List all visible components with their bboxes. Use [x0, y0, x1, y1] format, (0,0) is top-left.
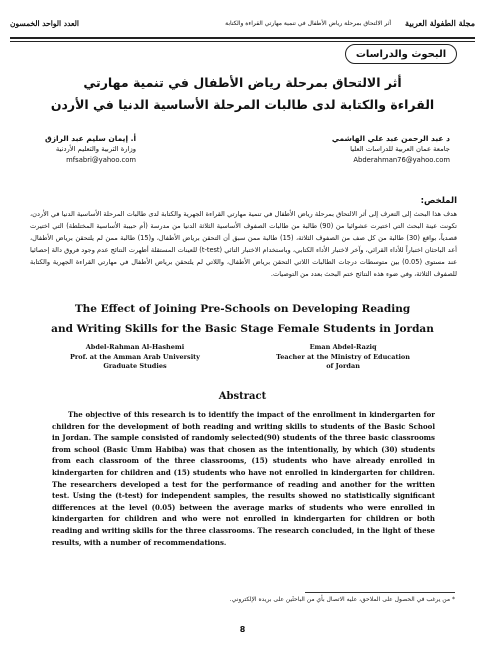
author-ar-2-email[interactable]: mfsabri@yahoo.com	[66, 156, 137, 164]
english-authors	[70, 343, 410, 372]
footnote: * من يرغب في الحصول على الملاحق، عليه الاتصال بأي من الباحثَين على بريده الإلكتروني.	[229, 596, 455, 603]
english-title-line-2: and Writing Skills for the Basic Stage Female Students in Jordan	[51, 323, 434, 335]
english-abstract-text: The objective of this research is to identify the impact of the enrollment in kindergarten for children for the development of both reading and writing skills to students of the Basic School in Jordan. The sample consisted of randomly selected(90) students of the three basic classrooms from school (Basic Umm Habiba) was that chosen as the intentionally, by which (30) students from each classroom of the three classrooms, (15) students who have already enrolled in kindergarten for children and (15) students who have not enrolled in kindergarten for children. The researchers developed a test for the performance of reading and another for the written test. Using the (t-test) for independent samples, the results showed no statistically significant differences at the level (0.05) between the average marks of students who were enrolled in kindergarten for children and who were not enrolled in kindergarten for children or both reading and writing skills for the three classrooms. The research concluded, in the light of these results, with a number of recommendations.	[52, 410, 435, 547]
author-en-2	[276, 343, 410, 372]
author-en-2-unit: of Jordan	[326, 362, 360, 370]
english-abstract-heading: Abstract	[218, 391, 267, 402]
arabic-title-line-2: القراءة والكتابة لدى طالبات المرحلة الأساسية الدنيا في الأردن	[50, 97, 435, 112]
arabic-title	[30, 72, 455, 116]
footnote-rule	[305, 592, 455, 593]
author-en-1-position: Prof. at the Amman Arab University	[70, 352, 200, 361]
arabic-abstract-text: هدف هذا البحث إلى التعرف إلى أثر الالتحاق بمرحلة رياض الأطفال في تنمية مهارتي القراءة الجهرية والكتابة لدى طالبات المرحلة الأساسية الدنيا في الأردن، تكونت عينة البحث التي اختيرت عشوائيا من (90) طالبة من طالبات الصفوف الأساسية الثلاثة الدنيا من مدرسة (أم حبيبة الأساسية المختلطة) التي اختيرت قصدياً، بواقع (30) طالبة من كل صف من الصفوف الثلاثة، (15) طالبة ممن سبق أن التحقن برياض الأطفال، و(15) طالبة ممن لم يلتحقن برياض الأطفال، أعد الباحثان اختباراً للأداء القرائي، وآخر لاختبار الأداء الكتابي، وباستخدام الاختبار التائي (t-test) للعينات المستقلة أظهرت النتائج عدم وجود فروق دالة إحصائيا عند مستوى (0.05) بين متوسطات درجات الطالبات اللاتي التحقن برياض الأطفال، واللاتي لم يلتحقن برياض الأطفال في مهارتي القراءة الجهرية والكتابة للصفوف الثلاثة، وفي ضوء هذه النتائج ختم البحث بعدد من التوصيات.	[30, 210, 458, 278]
arabic-abstract-heading: الملخص:	[420, 196, 457, 206]
author-en-1-unit: Graduate Studies	[103, 362, 167, 370]
page-header	[10, 10, 475, 36]
author-ar-1	[332, 133, 450, 166]
author-en-1-name: Abdel-Rahman Al-Hashemi	[85, 343, 185, 351]
header-rule	[10, 37, 475, 42]
author-en-1	[70, 343, 200, 372]
arabic-title-line-1: أثر الالتحاق بمرحلة رياض الأطفال في تنمية مهارتي	[83, 75, 402, 90]
author-ar-2-affiliation: وزارة التربية والتعليم الأردنية	[55, 145, 137, 153]
author-ar-2-name: أ. إيمان سليم عبد الرازق	[45, 134, 137, 143]
english-title-line-1: The Effect of Joining Pre-Schools on Developing Reading	[74, 303, 411, 315]
author-ar-1-email[interactable]: Abderahman76@yahoo.com	[353, 156, 450, 164]
author-en-2-position: Teacher at the Ministry of Education	[276, 352, 410, 361]
header-right	[225, 18, 475, 28]
section-label: البحوث والدراسات	[345, 44, 457, 64]
author-ar-1-affiliation: جامعة عمان العربية للدراسات العليا	[350, 145, 450, 153]
journal-name: مجلة الطفولة العربية	[405, 18, 475, 28]
issue-label: العدد الواحد الخمسون	[10, 18, 80, 28]
arabic-authors	[45, 133, 450, 166]
english-title	[20, 299, 465, 339]
author-ar-1-name: د عبد الرحمن عبد علي الهاشمي	[331, 134, 450, 143]
author-en-2-name: Eman Abdel-Raziq	[309, 343, 377, 351]
page-number: 8	[239, 625, 246, 634]
author-ar-2	[45, 133, 136, 166]
running-title: أثر الالتحاق بمرحلة رياض الأطفال في تنمية مهارتي القراءة والكتابة	[225, 19, 392, 27]
